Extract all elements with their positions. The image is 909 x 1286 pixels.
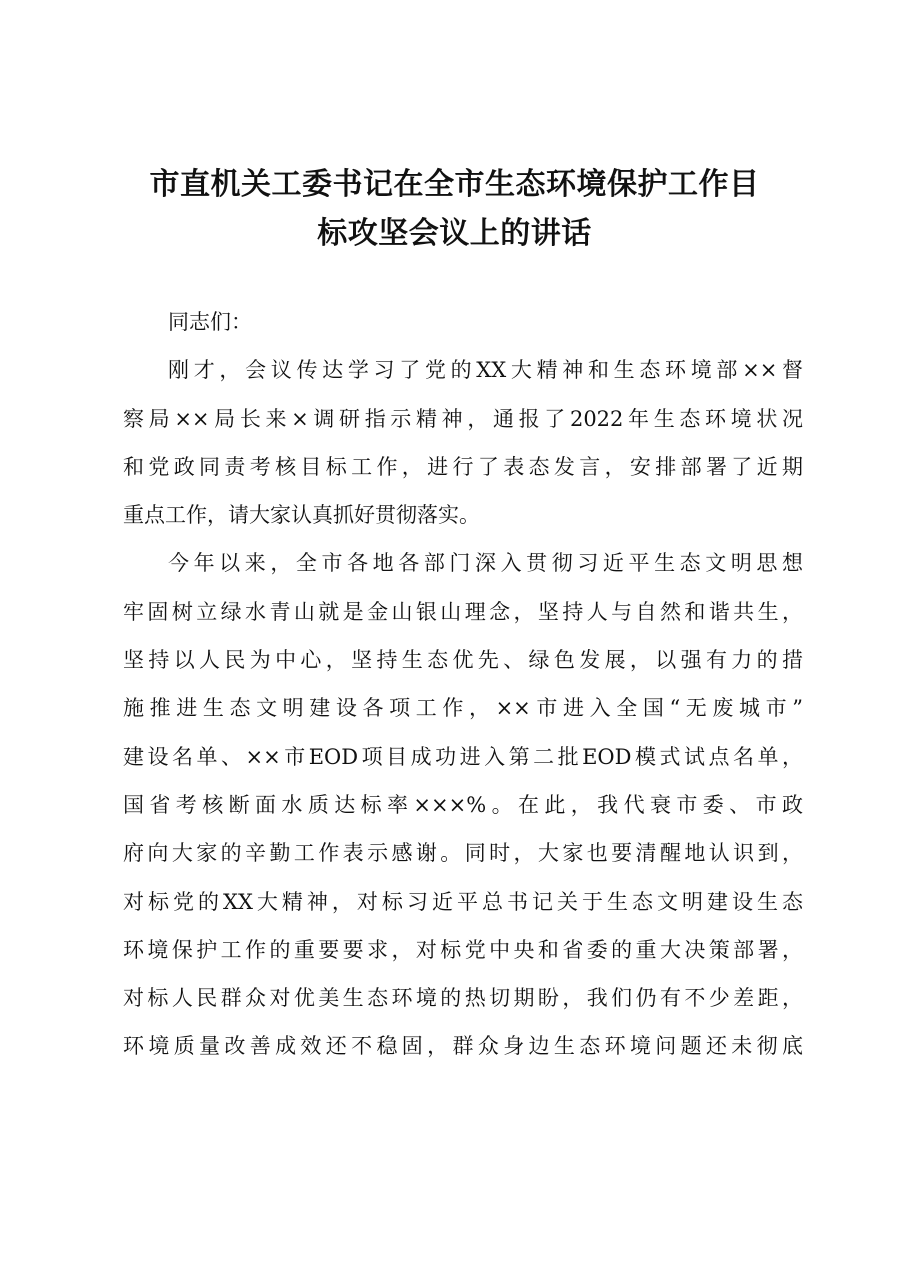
paragraph-line: 重点工作，请大家认真抓好贯彻落实。 <box>123 503 480 528</box>
paragraph-line: 建设名单、××市EOD项目成功进入第二批EOD模式试点名单， <box>123 744 803 769</box>
paragraph-line: 牢固树立绿水青山就是金山银山理念，坚持人与自然和谐共生， <box>123 599 803 624</box>
paragraph-line: 府向大家的辛勤工作表示感谢。同时，大家也要清醒地认识到， <box>123 841 803 866</box>
salutation: 同志们： <box>168 310 252 334</box>
paragraph-line: 对标人民群众对优美生态环境的热切期盼，我们仍有不少差距， <box>123 986 803 1011</box>
paragraph-line: 施推进生态文明建设各项工作，××市进入全国“无废城市” <box>123 696 803 721</box>
paragraph-line: 刚才，会议传达学习了党的XX大精神和生态环境部××督 <box>168 358 803 383</box>
document-title <box>100 160 809 258</box>
paragraph-line: 环境质量改善成效还不稳固，群众身边生态环境问题还未彻底 <box>123 1034 803 1059</box>
document-body <box>123 298 803 1071</box>
paragraph-line: 坚持以人民为中心，坚持生态优先、绿色发展，以强有力的措 <box>123 648 803 673</box>
salutation-paragraph <box>123 298 803 346</box>
paragraph-2 <box>123 539 803 1070</box>
paragraph-line: 今年以来，全市各地各部门深入贯彻习近平生态文明思想 <box>168 551 803 576</box>
title-line: 标攻坚会议上的讲话 <box>317 216 592 251</box>
paragraph-line: 国省考核断面水质达标率×××%。在此，我代衰市委、市政 <box>123 792 803 817</box>
paragraph-1 <box>123 346 803 539</box>
paragraph-line: 和党政同责考核目标工作，进行了表态发言，安排部署了近期 <box>123 454 803 479</box>
paragraph-line: 对标党的XX大精神，对标习近平总书记关于生态文明建设生态 <box>123 889 803 914</box>
paragraph-line: 环境保护工作的重要要求，对标党中央和省委的重大决策部署， <box>123 937 803 962</box>
title-line: 市直机关工委书记在全市生态环境保护工作目 <box>149 167 760 202</box>
paragraph-line: 察局××局长来×调研指示精神，通报了2022年生态环境状况 <box>123 406 803 431</box>
